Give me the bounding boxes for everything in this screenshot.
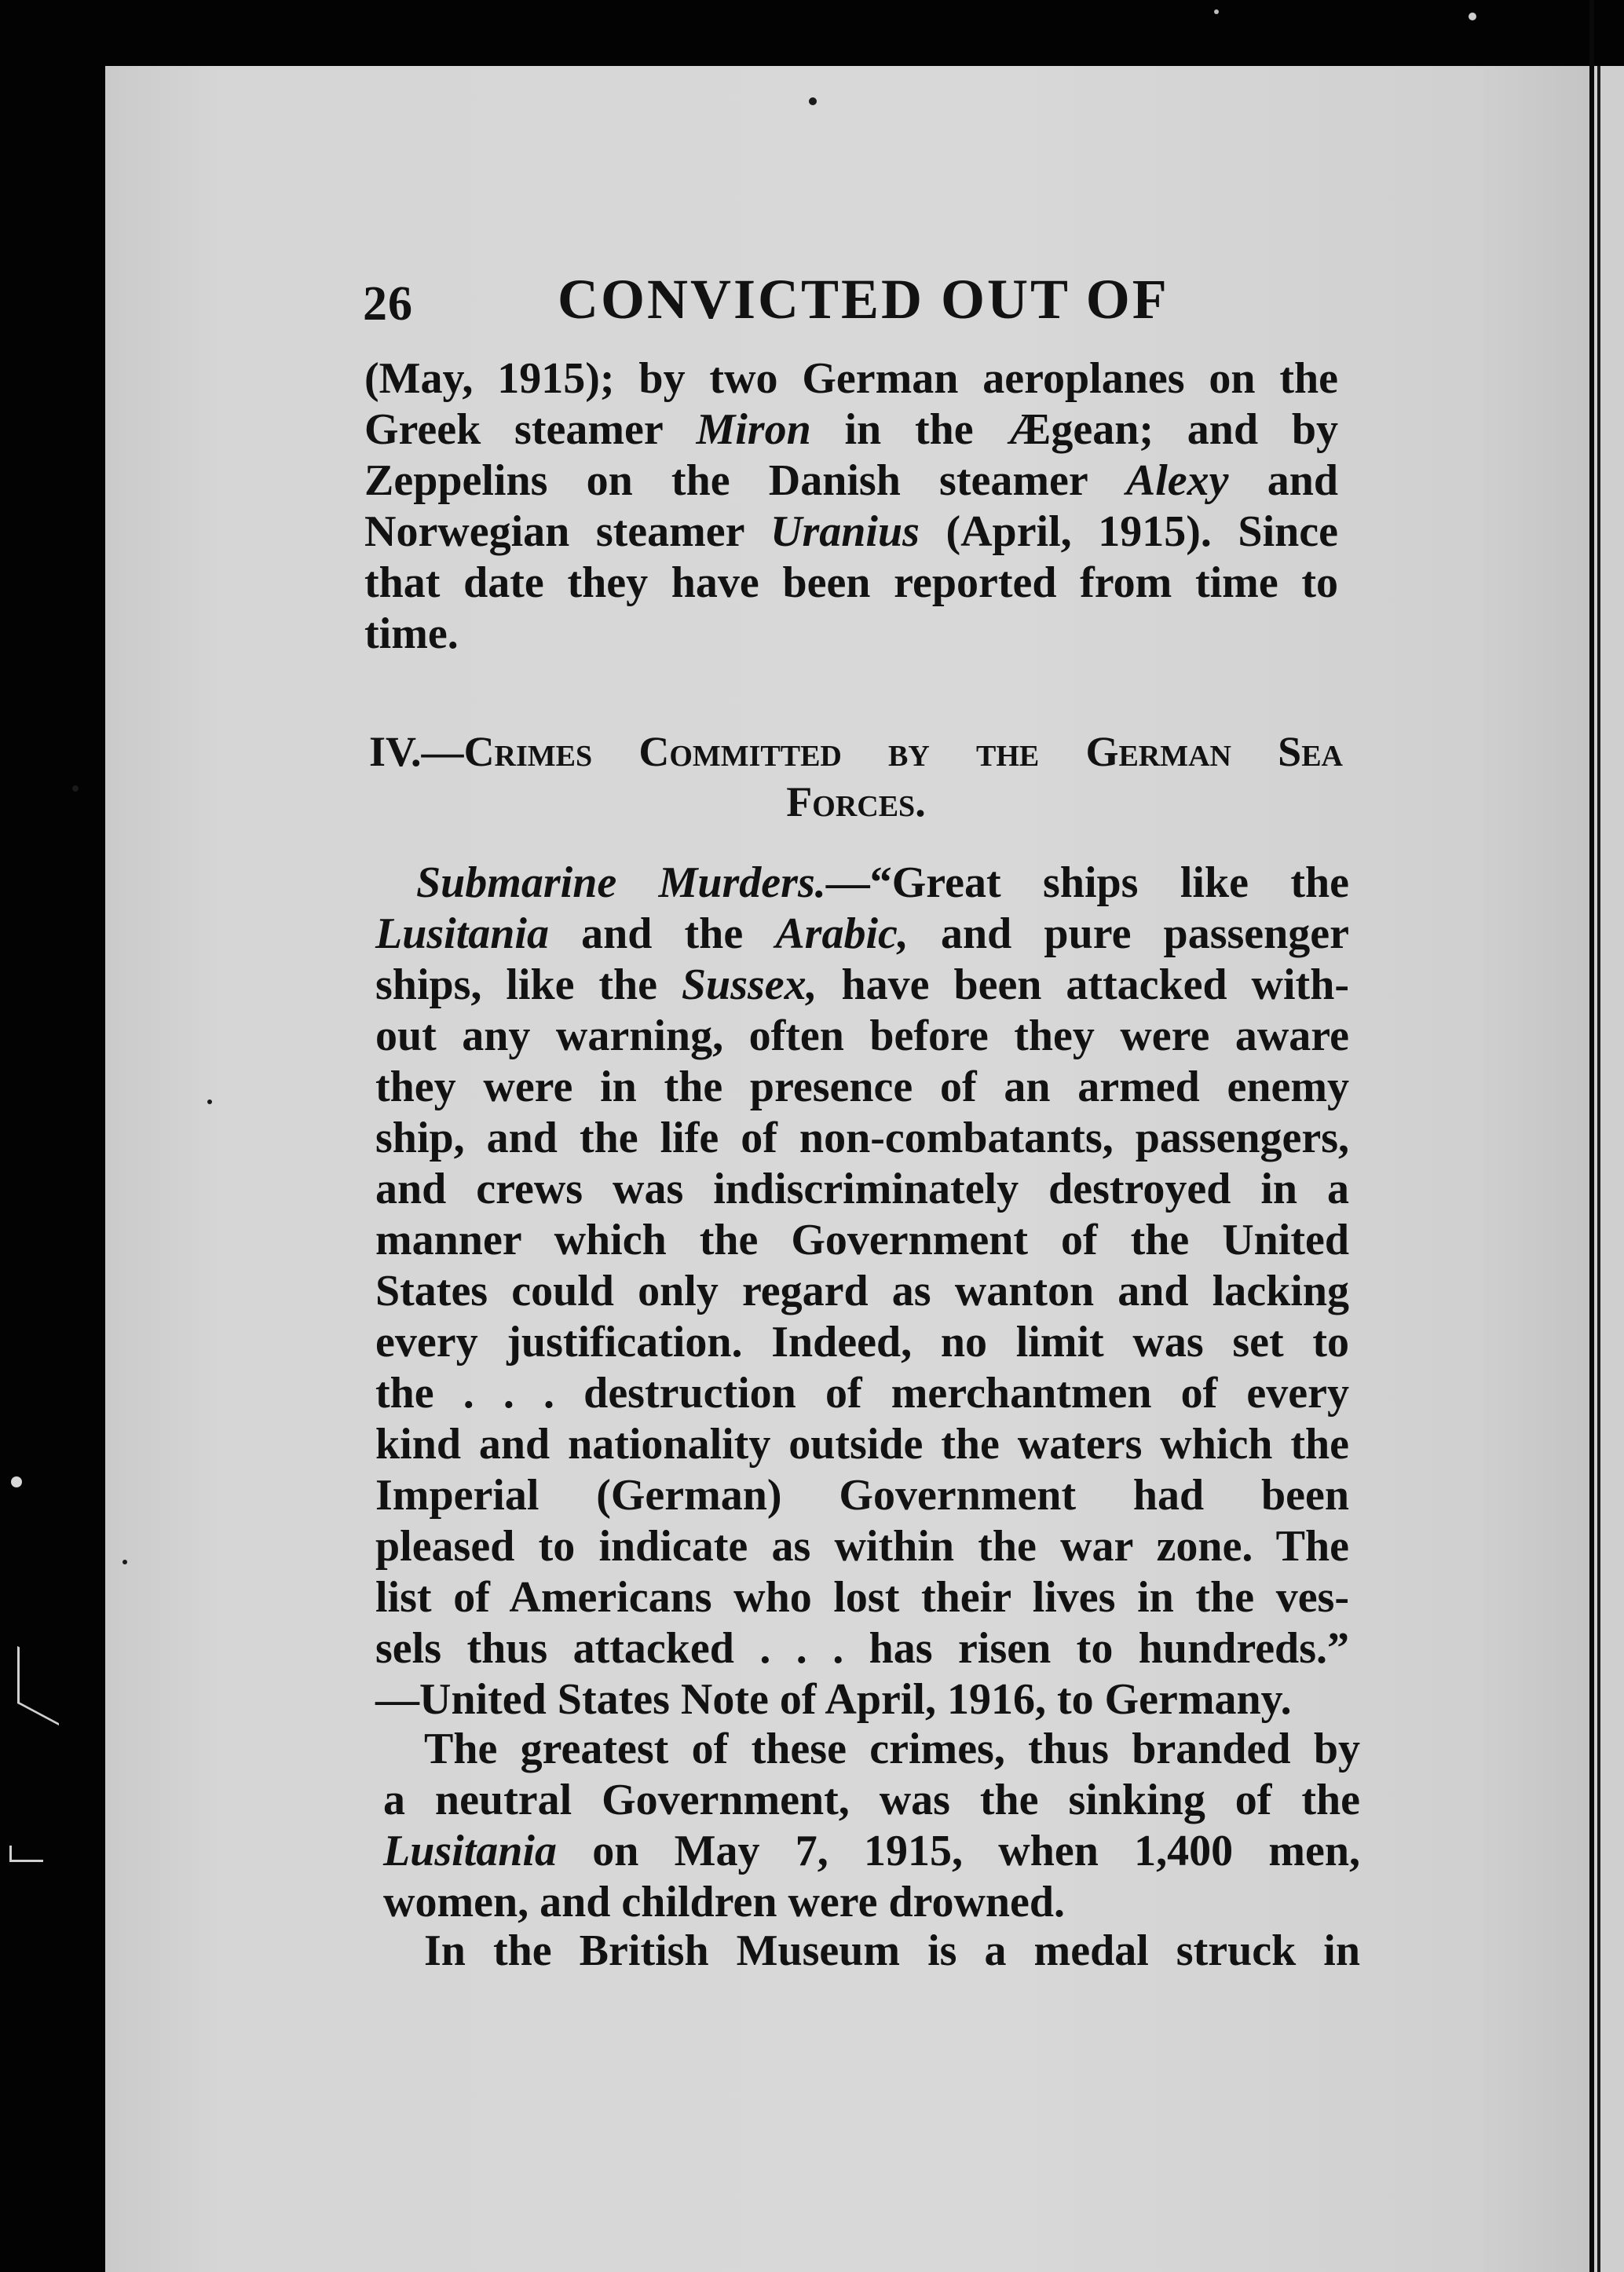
italic-run: Submarine Murders. bbox=[416, 858, 826, 907]
margin-mark bbox=[9, 1846, 43, 1862]
text-run: women, and children were drowned. bbox=[383, 1878, 1066, 1926]
text-run: and bbox=[1228, 456, 1338, 505]
text-line bbox=[364, 558, 1338, 609]
text-run: The greatest of these crimes, thus branded by bbox=[424, 1725, 1360, 1773]
text-line bbox=[383, 1775, 1360, 1826]
text-line bbox=[383, 1877, 1360, 1928]
text-run: and pure passenger bbox=[908, 909, 1349, 958]
scan-speck bbox=[1469, 13, 1476, 20]
text-line bbox=[375, 1674, 1349, 1725]
text-run: the . . . destruction of merchantmen of every bbox=[375, 1369, 1349, 1418]
scan-speck bbox=[72, 785, 79, 792]
text-line bbox=[375, 1164, 1349, 1215]
text-line bbox=[375, 1113, 1349, 1164]
italic-run: Miron bbox=[696, 405, 811, 454]
text-run: In the British Museum is a medal struck in bbox=[424, 1926, 1360, 1975]
text-line bbox=[375, 858, 1349, 909]
section-heading-line-2: Forces. bbox=[786, 778, 926, 825]
text-run: sels thus attacked . . . has risen to hundreds.” bbox=[375, 1624, 1349, 1673]
text-line bbox=[375, 1266, 1349, 1317]
text-line bbox=[383, 1724, 1360, 1775]
opening-paragraph bbox=[364, 353, 1338, 660]
text-line bbox=[375, 909, 1349, 960]
section-heading-line-1 bbox=[369, 726, 1343, 777]
text-run: kind and nationality outside the waters which the bbox=[375, 1420, 1349, 1469]
text-line bbox=[375, 1368, 1349, 1419]
text-line bbox=[375, 1215, 1349, 1266]
text-run: manner which the Government of the United bbox=[375, 1216, 1349, 1264]
british-museum-paragraph bbox=[383, 1926, 1360, 1977]
italic-run: Uranius bbox=[770, 507, 920, 556]
scan-speck bbox=[809, 97, 817, 105]
scan-speck bbox=[123, 1560, 127, 1564]
lusitania-paragraph bbox=[383, 1724, 1360, 1928]
text-run: (May, 1915); by two German aeroplanes on the bbox=[364, 354, 1338, 403]
section-title: Crimes Committed by the German Sea bbox=[463, 728, 1343, 775]
text-line bbox=[375, 1470, 1349, 1521]
text-run: pleased to indicate as within the war zone. The bbox=[375, 1522, 1349, 1571]
text-run: —United States Note of April, 1916, to Germany. bbox=[375, 1675, 1292, 1724]
text-line bbox=[364, 455, 1338, 507]
text-line bbox=[383, 1826, 1360, 1877]
text-run: they were in the presence of an armed enemy bbox=[375, 1063, 1349, 1111]
scan-speck bbox=[11, 1476, 22, 1487]
text-run: Greek steamer bbox=[364, 405, 697, 454]
text-run: ships, like the bbox=[375, 960, 682, 1009]
text-run: in the Ægean; and by bbox=[810, 405, 1338, 454]
text-run: have been attacked with- bbox=[817, 960, 1349, 1009]
italic-run: Sussex, bbox=[681, 960, 817, 1009]
text-run: that date they have been reported from time to bbox=[364, 558, 1338, 607]
text-line bbox=[375, 1521, 1349, 1572]
scan-speck bbox=[207, 1099, 212, 1104]
text-line bbox=[375, 1572, 1349, 1623]
text-line bbox=[364, 609, 1338, 660]
text-line bbox=[375, 1419, 1349, 1470]
text-run: ship, and the life of non-combatants, passengers, bbox=[375, 1114, 1349, 1162]
text-line bbox=[375, 960, 1349, 1011]
text-run: Norwegian steamer bbox=[364, 507, 771, 556]
text-line bbox=[375, 1317, 1349, 1368]
text-run: out any warning, often before they were aware bbox=[375, 1012, 1349, 1060]
text-run: States could only regard as wanton and lacking bbox=[375, 1267, 1349, 1315]
text-line bbox=[375, 1011, 1349, 1062]
scan-speck bbox=[1214, 9, 1219, 14]
text-run: —“Great ships like the bbox=[825, 858, 1349, 907]
section-heading bbox=[369, 726, 1343, 827]
italic-run: Alexy bbox=[1125, 456, 1229, 505]
running-head bbox=[363, 267, 1352, 338]
text-line bbox=[364, 404, 1338, 455]
text-run: Zeppelins on the Danish steamer bbox=[364, 456, 1126, 505]
running-title: CONVICTED OUT OF bbox=[558, 268, 1169, 331]
text-line bbox=[375, 1062, 1349, 1113]
text-run: list of Americans who lost their lives in the ves- bbox=[375, 1573, 1349, 1622]
italic-run: Lusitania bbox=[375, 909, 549, 958]
italic-run: Lusitania bbox=[383, 1827, 557, 1875]
text-run: every justification. Indeed, no limit was set to bbox=[375, 1318, 1349, 1366]
text-run: and the bbox=[548, 909, 776, 958]
facing-page-rule bbox=[1597, 66, 1600, 2272]
italic-run: Arabic, bbox=[775, 909, 909, 958]
text-run: time. bbox=[364, 609, 459, 658]
text-line bbox=[383, 1926, 1360, 1977]
text-line bbox=[364, 507, 1338, 558]
text-run: (April, 1915). Since bbox=[919, 507, 1338, 556]
submarine-murders-paragraph bbox=[375, 858, 1349, 1725]
section-numeral: IV.— bbox=[369, 728, 464, 775]
page-number: 26 bbox=[363, 277, 413, 331]
text-run: on May 7, 1915, when 1,400 men, bbox=[556, 1827, 1360, 1875]
text-line bbox=[375, 1623, 1349, 1674]
text-run: Imperial (German) Government had been bbox=[375, 1471, 1349, 1520]
text-run: and crews was indiscriminately destroyed in a bbox=[375, 1165, 1349, 1213]
text-run: a neutral Government, was the sinking of the bbox=[383, 1776, 1360, 1824]
text-line bbox=[364, 353, 1338, 404]
